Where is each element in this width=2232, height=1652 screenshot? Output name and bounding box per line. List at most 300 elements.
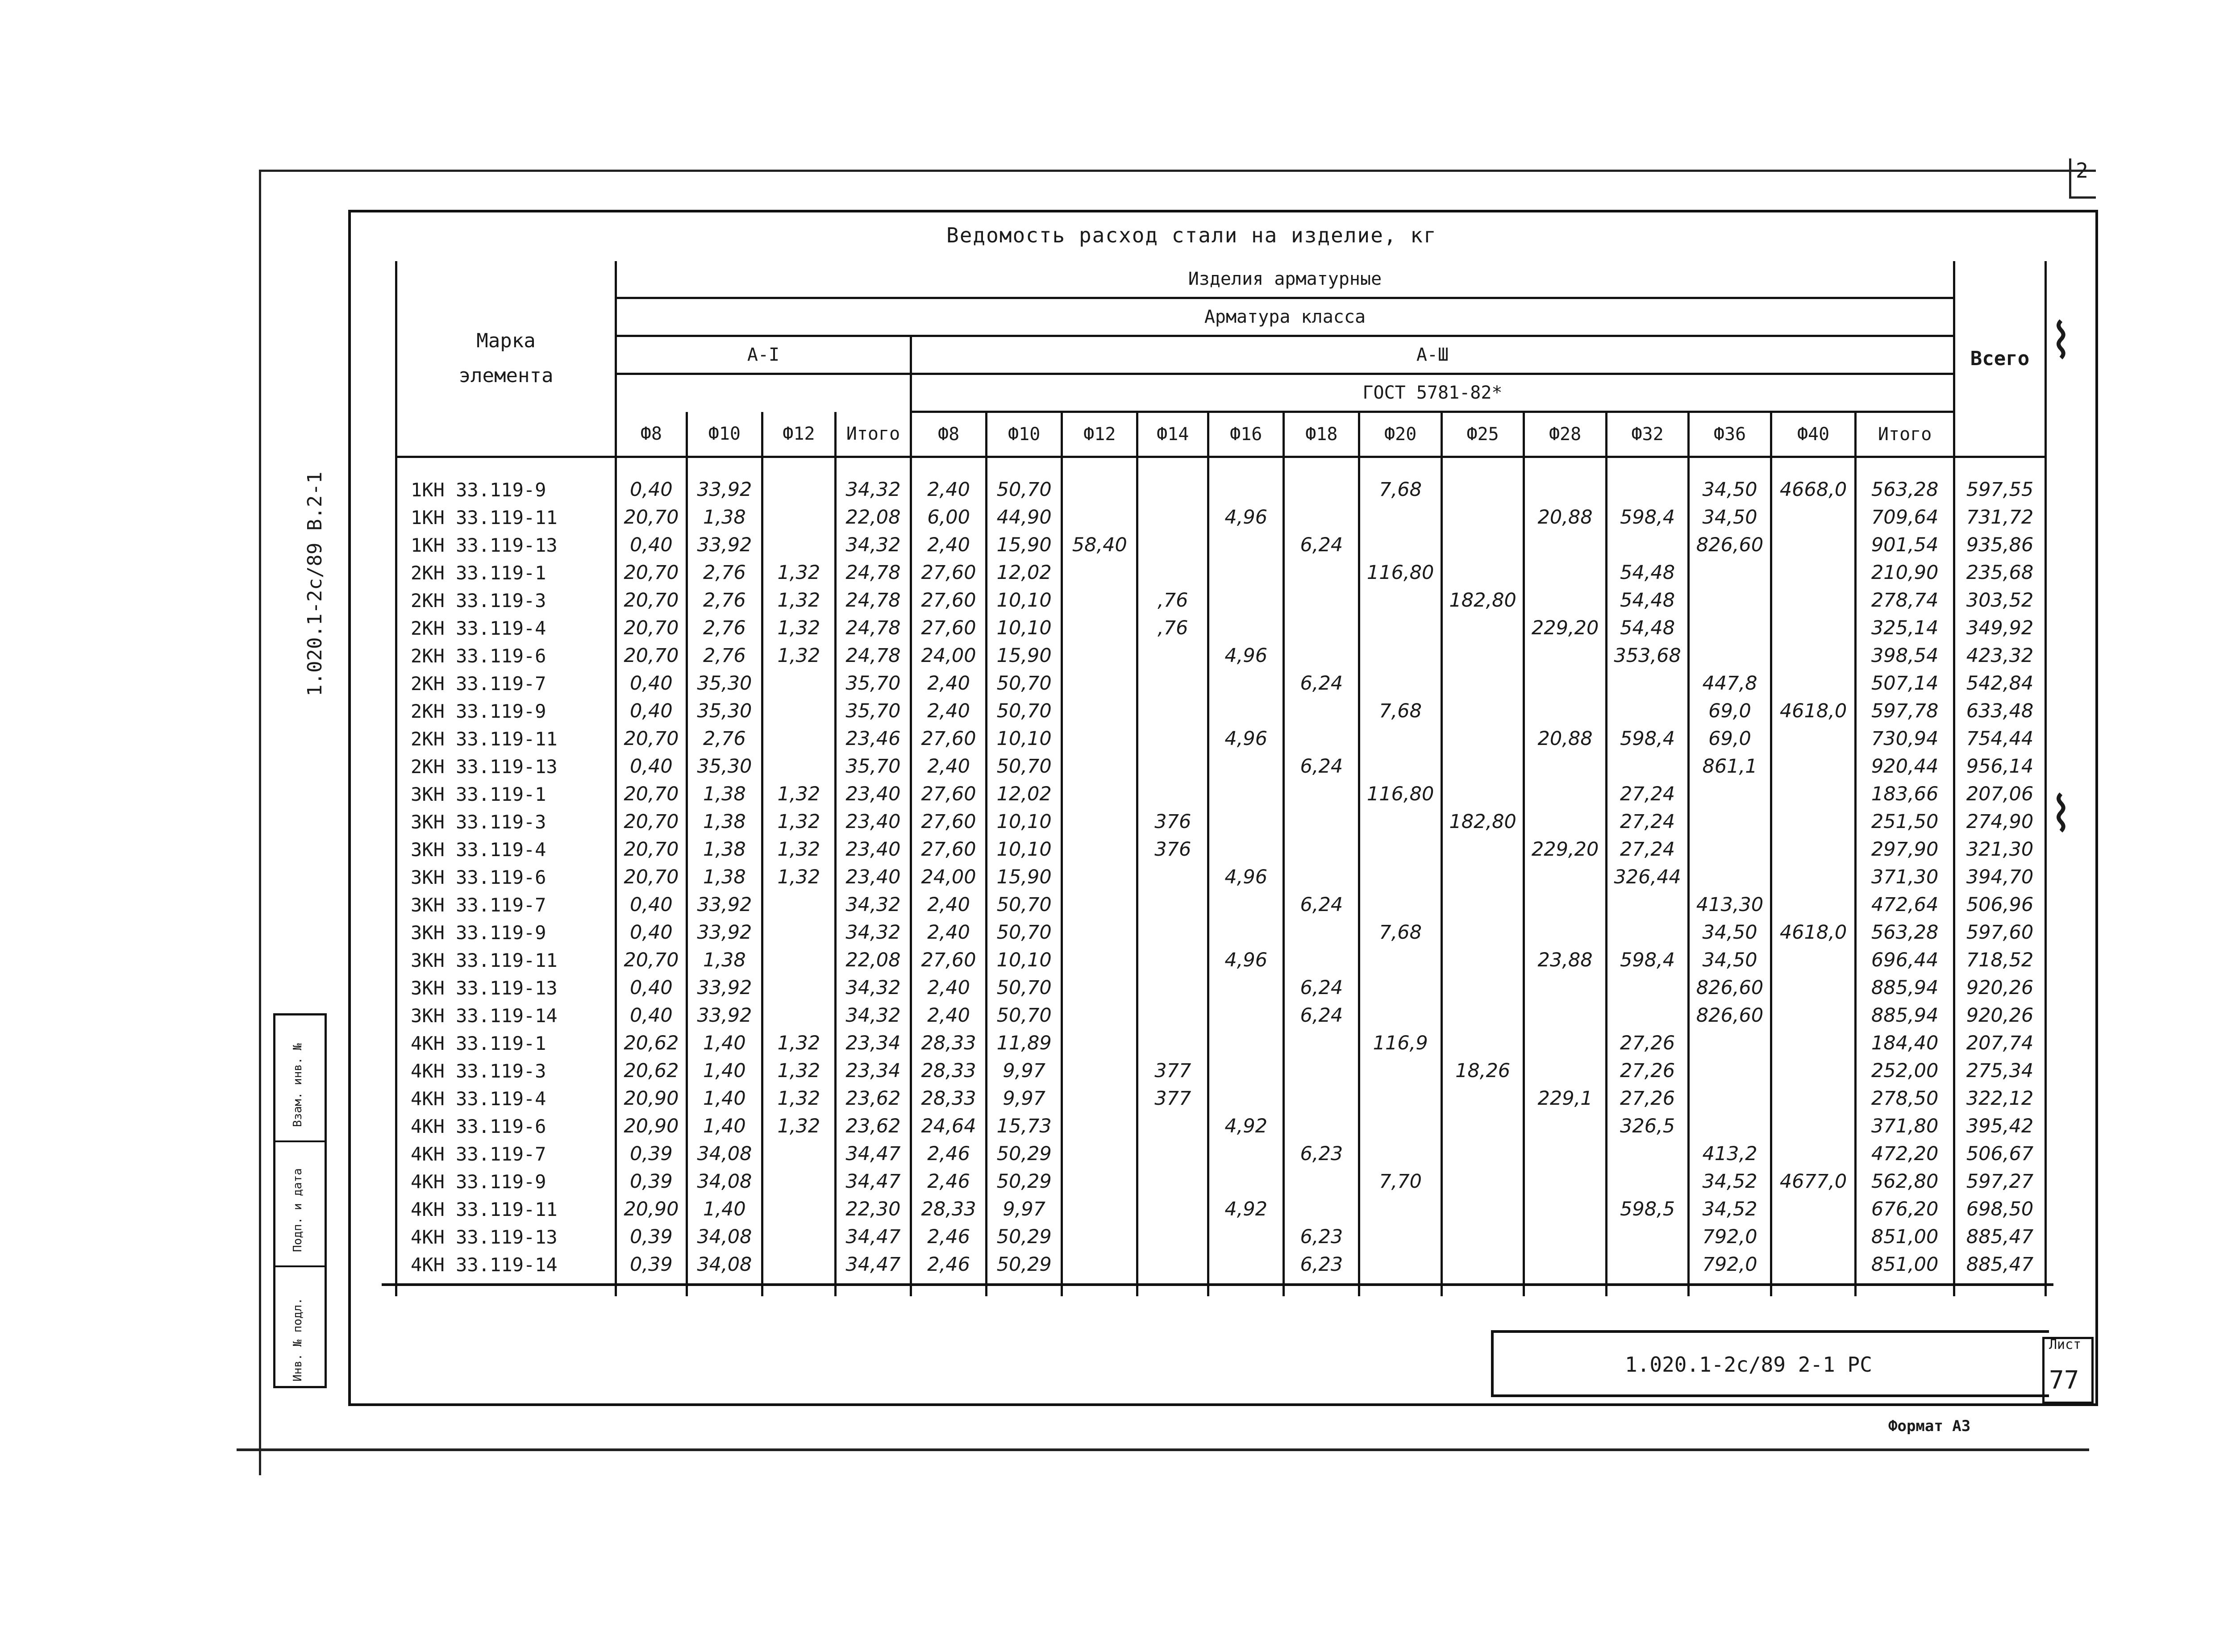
element-mark: 3КН 33.119-14 [396, 1002, 616, 1029]
value-cell [1771, 725, 1856, 753]
element-mark: 4КН 33.119-1 [396, 1029, 616, 1057]
value-cell [1062, 1029, 1137, 1057]
value-cell: 20,70 [616, 836, 687, 863]
value-cell [1441, 946, 1524, 974]
value-cell [1441, 974, 1524, 1002]
value-cell: 597,78 [1856, 697, 1954, 725]
value-cell: 20,70 [616, 780, 687, 808]
value-cell [1359, 891, 1441, 919]
value-cell [1062, 946, 1137, 974]
value-cell: 27,26 [1606, 1029, 1688, 1057]
value-cell: 2,76 [687, 559, 762, 587]
value-cell [1062, 1057, 1137, 1085]
value-cell: 1,32 [762, 1085, 835, 1112]
value-cell: 0,39 [616, 1223, 687, 1251]
value-cell: 423,32 [1954, 642, 2045, 670]
value-cell: 321,30 [1954, 836, 2045, 863]
value-cell [762, 697, 835, 725]
value-cell: 12,02 [987, 559, 1062, 587]
value-cell [762, 1168, 835, 1195]
value-cell [1062, 1085, 1137, 1112]
value-cell: 1,38 [687, 504, 762, 531]
value-cell: 20,88 [1524, 725, 1606, 753]
value-cell: 229,20 [1524, 614, 1606, 642]
element-mark: 3КН 33.119-13 [396, 974, 616, 1002]
value-cell: 731,72 [1954, 504, 2045, 531]
value-cell: 23,34 [835, 1029, 911, 1057]
spacer-cell [835, 457, 911, 476]
value-cell: 696,44 [1856, 946, 1954, 974]
value-cell [1062, 1168, 1137, 1195]
value-cell [1441, 1085, 1524, 1112]
value-cell: 15,90 [987, 642, 1062, 670]
mark-header-line1: Марка [476, 329, 536, 352]
value-cell [1208, 780, 1284, 808]
value-cell [1284, 1085, 1359, 1112]
document-code: 1.020.1-2с/89 2-1 РС [1625, 1352, 1872, 1377]
value-cell: 4,92 [1208, 1195, 1284, 1223]
value-cell [1062, 725, 1137, 753]
table-row [396, 780, 2046, 808]
value-cell: 27,60 [911, 587, 987, 614]
value-cell [1689, 559, 1771, 587]
value-cell: 20,70 [616, 559, 687, 587]
value-cell: 22,08 [835, 504, 911, 531]
value-cell: 6,00 [911, 504, 987, 531]
value-cell [1062, 1002, 1137, 1029]
value-cell [1284, 1195, 1359, 1223]
value-cell [1441, 670, 1524, 697]
spacer-cell [1284, 1278, 1359, 1296]
value-cell: 6,23 [1284, 1223, 1359, 1251]
value-cell [1606, 1002, 1688, 1029]
value-cell [1208, 1251, 1284, 1278]
spacer-cell [1856, 457, 1954, 476]
value-cell: 34,08 [687, 1140, 762, 1168]
value-cell: 326,44 [1606, 863, 1688, 891]
value-cell: 10,10 [987, 725, 1062, 753]
value-cell: 2,40 [911, 531, 987, 559]
value-cell [1137, 642, 1208, 670]
value-cell: 0,40 [616, 1002, 687, 1029]
value-cell [1208, 1029, 1284, 1057]
value-cell: 50,29 [987, 1251, 1062, 1278]
value-cell: 851,00 [1856, 1251, 1954, 1278]
value-cell [1284, 559, 1359, 587]
right-brace-top: ⌇ [2049, 312, 2073, 370]
value-cell: 24,78 [835, 587, 911, 614]
value-cell [762, 891, 835, 919]
value-cell: 54,48 [1606, 614, 1688, 642]
value-cell [1062, 697, 1137, 725]
value-cell: 24,00 [911, 642, 987, 670]
value-cell [1524, 531, 1606, 559]
value-cell: 6,24 [1284, 974, 1359, 1002]
spacer-cell [987, 457, 1062, 476]
table-row [396, 642, 2046, 670]
value-cell: 1,38 [687, 808, 762, 836]
value-cell: 2,40 [911, 476, 987, 504]
value-cell: 33,92 [687, 476, 762, 504]
element-mark: 2КН 33.119-7 [396, 670, 616, 697]
value-cell [1524, 1112, 1606, 1140]
value-cell: 0,40 [616, 974, 687, 1002]
value-cell [1208, 1223, 1284, 1251]
table-row [396, 587, 2046, 614]
value-cell: 50,70 [987, 476, 1062, 504]
value-cell [1208, 919, 1284, 946]
value-cell: 35,70 [835, 670, 911, 697]
value-cell: 58,40 [1062, 531, 1137, 559]
value-cell [1524, 1168, 1606, 1195]
element-mark: 1КН 33.119-13 [396, 531, 616, 559]
value-cell [1524, 919, 1606, 946]
value-cell [1137, 1195, 1208, 1223]
value-cell [1689, 1057, 1771, 1085]
value-cell [1137, 891, 1208, 919]
value-cell: 6,24 [1284, 891, 1359, 919]
value-cell: 2,76 [687, 725, 762, 753]
sheet-label: Лист [2049, 1337, 2082, 1352]
value-cell [1359, 974, 1441, 1002]
value-cell: 2,40 [911, 919, 987, 946]
value-cell: 20,90 [616, 1085, 687, 1112]
value-cell: 398,54 [1856, 642, 1954, 670]
table-row [396, 1195, 2046, 1223]
table-row [396, 504, 2046, 531]
column-header: Ф28 [1524, 412, 1606, 457]
side-document-code: 1.020.1-2с/89 В.2-1 [304, 471, 326, 696]
spacer-cell [1524, 457, 1606, 476]
value-cell: 826,60 [1689, 974, 1771, 1002]
value-cell [762, 476, 835, 504]
value-cell [1062, 476, 1137, 504]
value-cell: 885,47 [1954, 1251, 2045, 1278]
value-cell [1208, 697, 1284, 725]
value-cell [1208, 670, 1284, 697]
element-mark: 4КН 33.119-11 [396, 1195, 616, 1223]
value-cell: 349,92 [1954, 614, 2045, 642]
value-cell [762, 725, 835, 753]
element-mark: 2КН 33.119-1 [396, 559, 616, 587]
value-cell: 20,70 [616, 863, 687, 891]
table-row [396, 1002, 2046, 1029]
value-cell: 34,32 [835, 891, 911, 919]
table-title: Ведомость расход стали на изделие, кг [946, 223, 1437, 247]
value-cell: 20,70 [616, 504, 687, 531]
value-cell: 6,24 [1284, 670, 1359, 697]
spacer-cell [1954, 1278, 2045, 1296]
value-cell [1441, 1140, 1524, 1168]
spacer-cell [1359, 1278, 1441, 1296]
value-cell [1284, 614, 1359, 642]
value-cell: 235,68 [1954, 559, 2045, 587]
value-cell [1359, 670, 1441, 697]
value-cell: 6,24 [1284, 1002, 1359, 1029]
value-cell: 6,23 [1284, 1251, 1359, 1278]
table-row [396, 476, 2046, 504]
value-cell: 885,47 [1954, 1223, 2045, 1251]
value-cell: 27,60 [911, 614, 987, 642]
value-cell: 1,32 [762, 587, 835, 614]
value-cell: 563,28 [1856, 476, 1954, 504]
side-stamp-divider [275, 1140, 325, 1142]
value-cell [762, 1002, 835, 1029]
value-cell: 792,0 [1689, 1223, 1771, 1251]
value-cell: 792,0 [1689, 1251, 1771, 1278]
value-cell: 1,32 [762, 1112, 835, 1140]
value-cell: 34,50 [1689, 946, 1771, 974]
value-cell [1284, 836, 1359, 863]
value-cell [1524, 1223, 1606, 1251]
element-mark: 2КН 33.119-9 [396, 697, 616, 725]
spacer-cell [987, 1278, 1062, 1296]
value-cell [1062, 1251, 1137, 1278]
value-cell: 35,30 [687, 753, 762, 780]
armatura-klassa-header: Арматура класса [616, 298, 1954, 336]
spacer-cell [687, 457, 762, 476]
value-cell: 27,60 [911, 725, 987, 753]
value-cell: 1,32 [762, 1057, 835, 1085]
value-cell: 506,67 [1954, 1140, 2045, 1168]
class-a1-header: A-I [616, 336, 911, 374]
value-cell [1771, 753, 1856, 780]
table-row [396, 697, 2046, 725]
value-cell [1441, 780, 1524, 808]
value-cell: 1,40 [687, 1085, 762, 1112]
value-cell: 376 [1137, 836, 1208, 863]
element-mark: 2КН 33.119-6 [396, 642, 616, 670]
value-cell: ,76 [1137, 587, 1208, 614]
value-cell [1771, 1251, 1856, 1278]
value-cell: 50,70 [987, 919, 1062, 946]
value-cell [1137, 753, 1208, 780]
table-row [396, 559, 2046, 587]
value-cell [1208, 1057, 1284, 1085]
value-cell: 207,06 [1954, 780, 2045, 808]
steel-consumption-table [395, 261, 2047, 1296]
spacer-cell [1606, 1278, 1688, 1296]
value-cell: 20,62 [616, 1029, 687, 1057]
spacer-cell [1954, 457, 2045, 476]
value-cell: 325,14 [1856, 614, 1954, 642]
value-cell [1284, 780, 1359, 808]
value-cell: 447,8 [1689, 670, 1771, 697]
value-cell: 229,1 [1524, 1085, 1606, 1112]
element-mark: 3КН 33.119-4 [396, 836, 616, 863]
value-cell [1062, 614, 1137, 642]
value-cell [1359, 725, 1441, 753]
value-cell: 0,40 [616, 919, 687, 946]
sheet-number: 77 [2049, 1366, 2079, 1395]
value-cell [1284, 1029, 1359, 1057]
value-cell [1441, 614, 1524, 642]
spacer-cell [762, 1278, 835, 1296]
spacer-cell [1856, 1278, 1954, 1296]
value-cell [762, 946, 835, 974]
value-cell: 23,40 [835, 780, 911, 808]
value-cell: 2,40 [911, 1002, 987, 1029]
element-mark: 3КН 33.119-7 [396, 891, 616, 919]
value-cell: 676,20 [1856, 1195, 1954, 1223]
side-stamp-label: Взам. инв. № [291, 1043, 304, 1127]
value-cell: 12,02 [987, 780, 1062, 808]
value-cell: 23,34 [835, 1057, 911, 1085]
spacer-cell [687, 1278, 762, 1296]
value-cell: 0,40 [616, 697, 687, 725]
value-cell: 27,60 [911, 559, 987, 587]
value-cell: 34,32 [835, 531, 911, 559]
element-mark: 4КН 33.119-3 [396, 1057, 616, 1085]
side-stamp [273, 1013, 327, 1388]
value-cell [1524, 1002, 1606, 1029]
value-cell [1441, 1112, 1524, 1140]
element-mark: 4КН 33.119-13 [396, 1223, 616, 1251]
value-cell [1606, 974, 1688, 1002]
value-cell [1062, 1223, 1137, 1251]
value-cell [1208, 1140, 1284, 1168]
value-cell: 353,68 [1606, 642, 1688, 670]
value-cell: 597,60 [1954, 919, 2045, 946]
table-row [396, 808, 2046, 836]
value-cell: 2,40 [911, 891, 987, 919]
value-cell: 23,40 [835, 863, 911, 891]
value-cell: 28,33 [911, 1085, 987, 1112]
value-cell [1137, 1112, 1208, 1140]
value-cell: 4618,0 [1771, 697, 1856, 725]
value-cell: 4,96 [1208, 504, 1284, 531]
table-row [396, 836, 2046, 863]
value-cell [1137, 531, 1208, 559]
vsego-header: Всего [1954, 261, 2045, 457]
column-header: Ф25 [1441, 412, 1524, 457]
column-header: Ф16 [1208, 412, 1284, 457]
value-cell: 1,40 [687, 1057, 762, 1085]
value-cell [1062, 863, 1137, 891]
value-cell [1284, 1168, 1359, 1195]
value-cell [1771, 808, 1856, 836]
value-cell [762, 1223, 835, 1251]
value-cell: 50,70 [987, 974, 1062, 1002]
value-cell: 23,40 [835, 808, 911, 836]
value-cell: 50,70 [987, 1002, 1062, 1029]
value-cell [1771, 836, 1856, 863]
value-cell: 472,64 [1856, 891, 1954, 919]
value-cell [1062, 642, 1137, 670]
value-cell: 10,10 [987, 946, 1062, 974]
element-mark: 1КН 33.119-11 [396, 504, 616, 531]
value-cell [1441, 1002, 1524, 1029]
value-cell: 935,86 [1954, 531, 2045, 559]
value-cell: 20,90 [616, 1112, 687, 1140]
value-cell [1137, 1223, 1208, 1251]
value-cell: 50,29 [987, 1140, 1062, 1168]
value-cell [1137, 725, 1208, 753]
value-cell [1062, 504, 1137, 531]
value-cell [1359, 587, 1441, 614]
value-cell: 2,40 [911, 670, 987, 697]
value-cell: 20,70 [616, 614, 687, 642]
value-cell: 50,70 [987, 891, 1062, 919]
value-cell: 413,2 [1689, 1140, 1771, 1168]
value-cell [762, 1251, 835, 1278]
value-cell: 50,70 [987, 697, 1062, 725]
value-cell: 20,62 [616, 1057, 687, 1085]
column-header: Ф8 [911, 412, 987, 457]
value-cell: 6,24 [1284, 531, 1359, 559]
value-cell: 901,54 [1856, 531, 1954, 559]
right-brace-bottom: ⌇ [2049, 786, 2073, 843]
value-cell: 2,76 [687, 614, 762, 642]
value-cell: 7,68 [1359, 697, 1441, 725]
value-cell: 2,76 [687, 587, 762, 614]
value-cell [1284, 504, 1359, 531]
value-cell [762, 753, 835, 780]
value-cell [762, 531, 835, 559]
sheet-corner-number: 2 [2069, 158, 2096, 199]
value-cell: 34,08 [687, 1168, 762, 1195]
spacer-cell [616, 1278, 687, 1296]
spacer-cell [1284, 457, 1359, 476]
value-cell: 33,92 [687, 531, 762, 559]
value-cell [1062, 670, 1137, 697]
value-cell [1771, 614, 1856, 642]
value-cell [1359, 504, 1441, 531]
table-row [396, 753, 2046, 780]
value-cell: 1,40 [687, 1029, 762, 1057]
value-cell: 10,10 [987, 587, 1062, 614]
value-cell [762, 919, 835, 946]
value-cell: 0,39 [616, 1140, 687, 1168]
value-cell: 69,0 [1689, 725, 1771, 753]
value-cell [1062, 587, 1137, 614]
value-cell [1137, 1029, 1208, 1057]
value-cell: 1,32 [762, 808, 835, 836]
value-cell: 252,00 [1856, 1057, 1954, 1085]
value-cell [1137, 697, 1208, 725]
value-cell: 23,62 [835, 1085, 911, 1112]
column-header: Ф14 [1137, 412, 1208, 457]
value-cell [1359, 1223, 1441, 1251]
value-cell [1524, 780, 1606, 808]
spacer-cell [1208, 457, 1284, 476]
column-header: Ф10 [687, 412, 762, 457]
value-cell: 182,80 [1441, 808, 1524, 836]
value-cell: 377 [1137, 1085, 1208, 1112]
value-cell [1284, 1057, 1359, 1085]
value-cell [1062, 808, 1137, 836]
value-cell: 322,12 [1954, 1085, 2045, 1112]
value-cell: 395,42 [1954, 1112, 2045, 1140]
table-row [396, 1085, 2046, 1112]
value-cell: 730,94 [1856, 725, 1954, 753]
value-cell: 2,46 [911, 1251, 987, 1278]
value-cell [1208, 559, 1284, 587]
value-cell: 0,39 [616, 1251, 687, 1278]
value-cell [1441, 642, 1524, 670]
value-cell: 50,70 [987, 753, 1062, 780]
element-mark: 2КН 33.119-13 [396, 753, 616, 780]
table-row [396, 614, 2046, 642]
value-cell: 20,90 [616, 1195, 687, 1223]
side-stamp-label: Подп. и дата [291, 1168, 304, 1252]
value-cell [1062, 919, 1137, 946]
value-cell: 34,32 [835, 974, 911, 1002]
value-cell: 4,96 [1208, 863, 1284, 891]
column-header: Ф18 [1284, 412, 1359, 457]
table-row [396, 974, 2046, 1002]
value-cell [1606, 476, 1688, 504]
